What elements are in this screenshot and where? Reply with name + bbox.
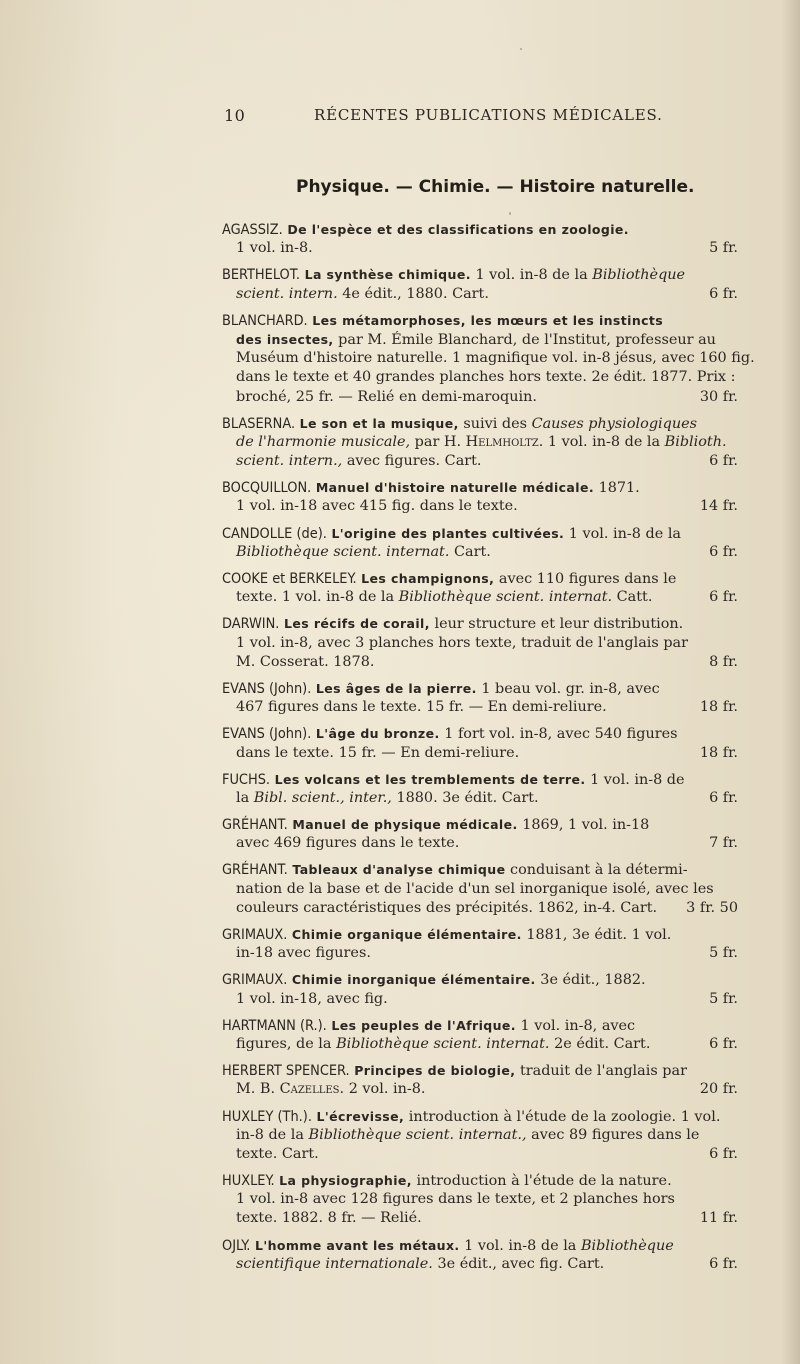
entry-text: . 2 vol. in-8. <box>339 1081 426 1098</box>
entry-line <box>222 524 738 543</box>
bibliography-entry <box>222 1061 738 1099</box>
entry-line-text <box>236 588 652 607</box>
entry-line <box>222 1171 738 1190</box>
entry-title: Les champignons, <box>361 571 495 586</box>
entry-text: 1881, 3e édit. 1 vol. <box>526 927 672 943</box>
entry-author: EVANS (John). <box>222 726 312 743</box>
entry-line-text <box>222 1107 720 1126</box>
entry-line <box>222 497 738 516</box>
entry-price: 6 fr. <box>709 1035 738 1052</box>
entry-text: texte. Cart. <box>236 1145 319 1162</box>
entry-line-text <box>222 925 671 944</box>
entry-text: 1869, 1 vol. in-18 <box>522 817 650 834</box>
entry-title: Manuel de physique médicale. <box>292 817 518 833</box>
entry-line-text <box>236 388 537 407</box>
entry-line-text <box>236 880 714 899</box>
entry-italic: Biblioth. <box>664 433 727 450</box>
entry-line <box>222 368 738 387</box>
entry-line <box>222 349 755 368</box>
entry-line <box>222 789 738 808</box>
entry-text: 2e édit. Cart. <box>554 1035 651 1052</box>
entry-line <box>222 880 738 899</box>
entry-price: 5 fr. <box>709 240 738 257</box>
entry-line-text <box>222 724 678 743</box>
entry-title: Les peuples de l'Afrique. <box>331 1017 516 1033</box>
entry-title: La synthèse chimique. <box>304 267 471 283</box>
entry-text: 1880. 3e édit. Cart. <box>396 789 539 806</box>
entry-line <box>222 1190 738 1209</box>
bibliography-entry <box>222 1107 738 1165</box>
entry-author: BLANCHARD. <box>222 312 308 329</box>
entry-author: GRÉHANT. <box>222 862 288 879</box>
entry-line-text <box>236 744 519 763</box>
entry-price: 30 fr. <box>699 388 738 405</box>
entry-text: Muséum d'histoire naturelle. 1 magnifique vol. in-8 jésus, avec 160 fig. <box>236 350 755 367</box>
entry-line <box>222 1107 738 1126</box>
entry-text: 1 vol. in-8 de la <box>464 1237 577 1254</box>
entry-price: 6 fr. <box>709 543 738 560</box>
paper-speck <box>520 48 522 50</box>
entry-line-text <box>236 368 735 387</box>
entry-price: 5 fr. <box>709 945 738 962</box>
entry-text: avec 469 figures dans le texte. <box>236 835 460 852</box>
entry-price: 6 fr. <box>709 1255 738 1272</box>
entry-line-text <box>236 433 727 452</box>
bibliography-entry <box>222 815 738 853</box>
entry-author: BLASERNA. <box>222 415 296 432</box>
entry-price: 3 fr. 50 <box>686 899 738 916</box>
entry-line <box>222 860 738 879</box>
entry-text: avec figures. Cart. <box>346 453 482 470</box>
entry-line-text <box>222 524 681 543</box>
bibliography-entry <box>222 925 738 963</box>
entry-smallcaps: Cazelles <box>279 1081 340 1098</box>
entry-line-text <box>236 1145 319 1164</box>
entry-title: L'origine des plantes cultivées. <box>331 525 565 541</box>
entry-smallcaps: Helmholtz <box>465 433 539 450</box>
bibliography-entry <box>222 524 738 562</box>
entry-line <box>222 1080 738 1099</box>
entry-price: 18 fr. <box>699 699 738 716</box>
entry-text: couleurs caractéristiques des précipités. 1862, in-4. Cart. <box>236 899 658 916</box>
entry-line <box>222 543 738 562</box>
paper-speck <box>509 212 511 215</box>
bibliography-entry <box>222 569 738 607</box>
entry-line-text <box>222 860 688 879</box>
bibliography-entry <box>222 1016 738 1054</box>
entry-price: 14 fr. <box>699 498 738 515</box>
entry-title: L'écrevisse, <box>316 1108 405 1124</box>
entry-author: DARWIN. <box>222 616 280 633</box>
entry-line-text <box>236 543 491 562</box>
entry-author: COOKE et BERKELEY. <box>222 571 357 587</box>
entry-italic: Bibliothèque scient. internat. <box>398 589 613 606</box>
entry-line <box>222 698 738 717</box>
entry-text: suivi des <box>463 415 527 432</box>
entry-line <box>222 285 738 304</box>
entry-line <box>222 1016 738 1035</box>
entry-title: Chimie inorganique élémentaire. <box>291 972 536 988</box>
entry-line-text <box>236 944 371 963</box>
entry-text: texte. 1882. 8 fr. — Relié. <box>236 1210 422 1227</box>
entry-text: Catt. <box>616 589 653 606</box>
entry-line-text <box>236 239 313 258</box>
entry-text: la <box>236 789 250 806</box>
entry-price: 6 fr. <box>709 453 738 470</box>
entry-line-text <box>236 1080 425 1099</box>
entry-text: 1 vol. in-8 de la <box>475 267 588 284</box>
entry-line <box>222 925 738 944</box>
entry-author: GRIMAUX. <box>222 972 288 989</box>
entry-text: broché, 25 fr. — Relié en demi-maroquin. <box>236 388 537 405</box>
page-number: 10 <box>224 106 246 125</box>
entry-text: in-18 avec figures. <box>236 945 371 962</box>
entry-text: M. Cosserat. 1878. <box>236 653 375 670</box>
entry-text: nation de la base et de l'acide d'un sel inorganique isolé, avec les <box>236 880 714 897</box>
bibliography-entry <box>222 860 738 918</box>
entry-title: Le son et la musique, <box>299 415 459 431</box>
entry-title: De l'espèce et des classifications en zoologie. <box>287 222 629 237</box>
entry-price: 6 fr. <box>709 285 738 302</box>
entry-line <box>222 1209 738 1228</box>
entry-line-text <box>222 311 663 330</box>
entry-line-text <box>222 1171 672 1190</box>
entry-author: HUXLEY (Th.). <box>222 1108 312 1125</box>
entry-author: BERTHELOT. <box>222 267 301 284</box>
entry-text: 1 vol. in-8, avec 3 planches hors texte, traduit de l'anglais par <box>236 634 689 651</box>
entry-line-text <box>236 349 755 368</box>
bibliography-entry <box>222 1236 738 1274</box>
bibliography-entry <box>222 478 738 516</box>
entry-line-text <box>222 614 683 633</box>
bibliography-entry <box>222 970 738 1008</box>
entry-title: Les métamorphoses, les mœurs et les instincts <box>312 312 664 328</box>
entry-title: Chimie organique élémentaire. <box>291 927 522 942</box>
entry-author: FUCHS. <box>222 771 271 788</box>
entry-line <box>222 744 738 763</box>
entry-author: HERBERT SPENCER. <box>222 1063 350 1080</box>
entry-price: 11 fr. <box>699 1210 738 1227</box>
entry-line-text <box>236 789 539 808</box>
entry-line <box>222 588 738 607</box>
entry-author: BOCQUILLON. <box>222 480 312 497</box>
entry-price: 6 fr. <box>709 589 738 606</box>
entry-text: 1 vol. in-8, avec <box>520 1017 636 1034</box>
entry-italic: scientifique internationale. <box>236 1255 433 1272</box>
entry-text: 3e édit., avec fig. Cart. <box>437 1255 605 1272</box>
entry-title: Les volcans et les tremblements de terre. <box>274 771 586 787</box>
entry-line-text <box>236 285 489 304</box>
entry-text: 1 fort vol. in-8, avec 540 figures <box>444 726 678 743</box>
entry-title: des insectes, <box>236 331 334 347</box>
entry-line <box>222 569 738 588</box>
bibliography-entry <box>222 679 738 717</box>
entry-title: Principes de biologie, <box>354 1063 516 1079</box>
entry-line-text <box>222 1061 687 1080</box>
entry-text: 1871. <box>598 480 640 497</box>
entry-line <box>222 653 738 672</box>
entry-line-text <box>236 1190 675 1209</box>
entry-text: 4e édit., 1880. Cart. <box>342 285 489 302</box>
entry-line <box>222 724 738 743</box>
bibliography-entry <box>222 414 738 472</box>
entry-line <box>222 815 738 834</box>
entry-text: introduction à l'étude de la zoologie. 1 vol. <box>408 1108 721 1125</box>
entry-price: 18 fr. <box>699 744 738 761</box>
entry-author: EVANS (John). <box>222 680 312 697</box>
entry-line <box>222 1255 738 1274</box>
bibliography-entry <box>222 770 738 808</box>
entry-line-text <box>236 698 607 717</box>
entry-author: GRÉHANT. <box>222 817 288 834</box>
entry-line <box>222 1061 738 1080</box>
entry-line-text <box>222 970 646 989</box>
entry-line-text <box>236 1035 650 1054</box>
entry-italic: de l'harmonie musicale, <box>236 433 411 450</box>
entry-text: 3e édit., 1882. <box>540 972 646 989</box>
entry-line <box>222 1035 738 1054</box>
entry-price: 5 fr. <box>709 990 738 1007</box>
entry-italic: Bibliothèque scient. internat. <box>336 1035 550 1052</box>
entry-line-text <box>236 497 518 516</box>
bibliography-list <box>222 220 755 1281</box>
entry-line-text <box>236 653 374 672</box>
entry-line <box>222 614 738 633</box>
entry-line <box>222 330 738 349</box>
entry-text: dans le texte. 15 fr. — En demi-reliure. <box>236 744 520 761</box>
entry-text: 1 vol. in-8. <box>236 240 313 257</box>
entry-line <box>222 770 738 789</box>
page-edge-shadow <box>782 0 800 1364</box>
entry-line <box>222 1145 738 1164</box>
entry-line-text <box>222 569 676 588</box>
entry-line-text <box>236 1126 699 1145</box>
running-head <box>224 106 694 130</box>
entry-title: Tableaux d'analyse chimique <box>292 862 506 878</box>
entry-text: avec 110 figures dans le <box>498 571 677 587</box>
entry-line <box>222 311 738 330</box>
entry-text: M. B. <box>236 1081 276 1098</box>
bibliography-entry <box>222 1171 738 1229</box>
entry-line-text <box>236 634 688 653</box>
entry-text: 1 vol. in-8 de <box>590 771 685 788</box>
entry-text: figures, de la <box>236 1035 332 1052</box>
entry-text: 1 vol. in-8 de la <box>568 525 682 542</box>
entry-text: avec 89 figures dans le <box>531 1126 700 1143</box>
entry-line <box>222 433 738 452</box>
entry-price: 6 fr. <box>709 1145 738 1162</box>
bibliography-entry <box>222 265 738 303</box>
entry-line <box>222 220 738 239</box>
bibliography-entry <box>222 311 755 407</box>
entry-line-text <box>222 478 640 497</box>
entry-text: Cart. <box>454 543 491 560</box>
entry-text: 467 figures dans le texte. 15 fr. — En demi-reliure. <box>236 699 607 716</box>
entry-author: GRIMAUX. <box>222 927 288 943</box>
entry-line <box>222 990 738 1009</box>
entry-line <box>222 265 738 284</box>
entry-italic: scient. intern. <box>236 285 338 302</box>
entry-text: traduit de l'anglais par <box>519 1063 687 1080</box>
entry-line-text <box>222 770 685 789</box>
entry-author: OJLY. <box>222 1237 251 1254</box>
entry-line <box>222 634 738 653</box>
entry-line <box>222 452 738 471</box>
entry-italic: Bibliothèque <box>592 267 686 284</box>
entry-line-text <box>236 1209 422 1228</box>
entry-price: 7 fr. <box>709 835 738 852</box>
entry-line-text <box>222 1236 674 1255</box>
entry-price: 6 fr. <box>709 789 738 806</box>
entry-text: par H. <box>414 433 462 450</box>
entry-text: texte. 1 vol. in-8 de la <box>236 589 395 606</box>
entry-author: HARTMANN (R.). <box>222 1017 327 1034</box>
entry-italic: scient. intern., <box>236 453 343 470</box>
bibliography-entry <box>222 724 738 762</box>
entry-text: 1 vol. in-18 avec 415 fig. dans le texte. <box>236 498 518 515</box>
entry-title: Les âges de la pierre. <box>315 680 477 696</box>
entry-line-text <box>236 1255 604 1274</box>
entry-line <box>222 944 738 963</box>
entry-text: 1 vol. in-8 avec 128 figures dans le texte, et 2 planches hors <box>236 1191 675 1208</box>
entry-line-text <box>222 220 629 239</box>
entry-line-text <box>222 679 660 698</box>
entry-italic: Bibliothèque scient. internat. <box>236 543 450 560</box>
entry-text: par M. Émile Blanchard, de l'Institut, professeur au <box>338 331 716 348</box>
entry-italic: Bibl. scient., inter., <box>253 789 392 806</box>
entry-title: L'homme avant les métaux. <box>254 1237 460 1253</box>
entry-line-text <box>222 414 697 433</box>
entry-text: 1 vol. in-18, avec fig. <box>236 990 388 1007</box>
entry-line-text <box>236 330 716 349</box>
entry-line <box>222 899 738 918</box>
section-title: Physique. — Chimie. — Histoire naturelle. <box>296 177 695 197</box>
entry-price: 8 fr. <box>709 653 738 670</box>
entry-line <box>222 834 738 853</box>
bibliography-entry <box>222 614 738 672</box>
running-head-title: RÉCENTES PUBLICATIONS MÉDICALES. <box>314 106 663 124</box>
entry-line <box>222 478 738 497</box>
entry-price: 20 fr. <box>699 1081 738 1098</box>
entry-author: HUXLEY. <box>222 1173 275 1190</box>
entry-italic: Causes physiologiques <box>531 415 698 432</box>
paper-speck <box>506 1027 508 1029</box>
entry-italic: Bibliothèque <box>580 1237 674 1254</box>
entry-line <box>222 970 738 989</box>
entry-line <box>222 679 738 698</box>
entry-line-text <box>236 452 482 471</box>
entry-line-text <box>236 834 459 853</box>
entry-title: Les récifs de corail, <box>283 616 430 632</box>
entry-line <box>222 1236 738 1255</box>
entry-line <box>222 414 738 433</box>
entry-line-text <box>236 990 388 1009</box>
entry-line <box>222 239 738 258</box>
entry-line-text <box>236 899 657 918</box>
entry-title: Manuel d'histoire naturelle médicale. <box>315 480 594 496</box>
entry-line <box>222 1126 738 1145</box>
entry-text: leur structure et leur distribution. <box>434 616 684 633</box>
entry-italic: Bibliothèque scient. internat., <box>308 1126 527 1143</box>
bibliography-entry <box>222 220 738 258</box>
entry-text: dans le texte et 40 grandes planches hors texte. 2e édit. 1877. Prix : <box>236 369 736 386</box>
entry-title: L'âge du bronze. <box>315 726 440 742</box>
entry-text: introduction à l'étude de la nature. <box>416 1173 672 1190</box>
entry-author: AGASSIZ. <box>222 222 283 238</box>
entry-line-text <box>222 265 685 284</box>
entry-text: in-8 de la <box>236 1126 304 1143</box>
entry-text: . 1 vol. in-8 de la <box>538 433 661 450</box>
entry-line-text <box>222 815 649 834</box>
entry-text: conduisant à la détermi- <box>510 862 688 879</box>
entry-author: CANDOLLE (de). <box>222 525 327 542</box>
entry-line <box>222 388 738 407</box>
entry-title: La physiographie, <box>279 1173 412 1189</box>
entry-line-text <box>222 1016 635 1035</box>
entry-text: 1 beau vol. gr. in-8, avec <box>481 680 660 697</box>
